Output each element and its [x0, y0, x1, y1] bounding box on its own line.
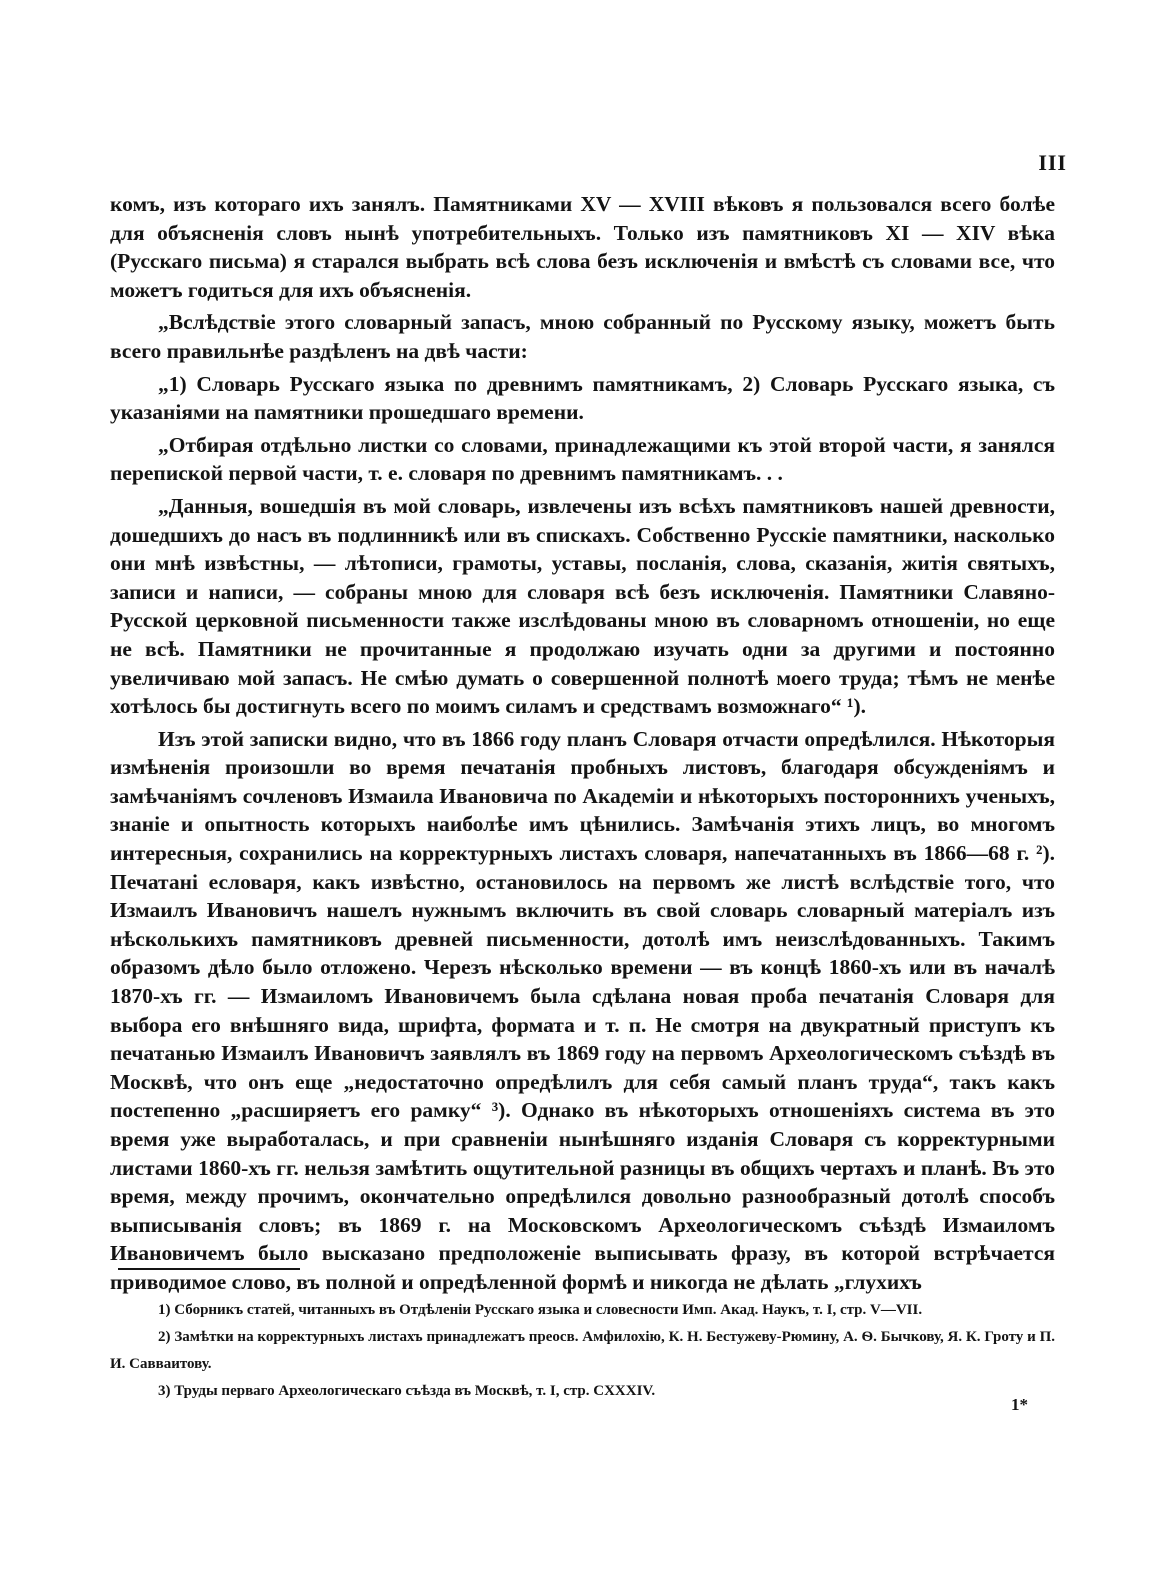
footnote-divider: [118, 1268, 300, 1270]
paragraph-quote-data: „Данныя, вошедшія въ мой словарь, извлечены изъ всѣхъ памятниковъ нашей древности, дошедшихъ до насъ въ подлинникѣ или въ спискахъ. Собственно Русскіе памятники, насколько они мнѣ извѣстны, — лѣтописи, грамоты, уставы, посланія, слова, сказанія, житія святыхъ, записи и написи, — собраны мною для словаря всѣ безъ исключенія. Памятники Славяно-Русской церковной письменности также изслѣдованы мною въ словарномъ отношеніи, но еще не всѣ. Памятники не прочитанные я продолжаю изучать одни за другими и постоянно увеличиваю мой запасъ. Не смѣю думать о совершенной полнотѣ моего труда; тѣмъ не менѣе хотѣлось бы достигнуть всего по моимъ силамъ и средствамъ возможнаго“ ¹).: [110, 493, 1055, 719]
page-number: III: [1038, 150, 1067, 175]
footnote-2: 2) Замѣтки на корректурныхъ листахъ принадлежатъ преосв. Амфилохію, К. Н. Бестужеву-Рюмину, А. Ѳ. Бычкову, Я. К. Гроту и П. И. Савваитову.: [110, 1329, 1055, 1372]
paragraph-main: Изъ этой записки видно, что въ 1866 году планъ Словаря отчасти опредѣлился. Нѣкоторыя измѣненія произошли во время печатанія пробныхъ листовъ, благодаря обсужденіямъ и замѣчаніямъ сочленовъ Измаила Ивановича по Академіи и нѣкоторыхъ постороннихъ ученыхъ, знаніе и опытность которыхъ наиболѣе имъ цѣнились. Замѣчанія этихъ лицъ, во многомъ интересныя, сохранились на корректурныхъ листахъ словаря, напечатанныхъ въ 1866—68 г. ²). Печатані есловаря, какъ извѣстно, остановилось на первомъ же листѣ вслѣдствіе того, что Измаилъ Ивановичъ нашелъ нужнымъ включить въ свой словарь словарный матеріалъ изъ нѣсколькихъ памятниковъ древней письменности, дотолѣ имъ неизслѣдованныхъ. Такимъ образомъ дѣло было отложено. Черезъ нѣсколько времени — въ концѣ 1860-хъ или въ началѣ 1870-хъ гг. — Измаиломъ Ивановичемъ была сдѣлана новая проба печатанія Словаря для выбора его внѣшняго вида, шрифта, формата и т. п. Не смотря на двукратный приступъ къ печатанью Измаилъ Ивановичъ заявлялъ въ 1869 году на первомъ Археологическомъ съѣздѣ въ Москвѣ, что онъ еще „недостаточно опредѣлилъ для себя самый планъ труда“, такъ какъ постепенно „расширяетъ его рамку“ ³). Однако въ нѣкоторыхъ отношеніяхъ система въ это время уже выработалась, и при сравненіи нынѣшняго изданія Словаря съ корректурными листами 1860-хъ гг. нельзя замѣтить ощутительной разницы въ общихъ чертахъ и планѣ. Въ это время, между прочимъ, окончательно опредѣлился довольно разнообразный дотолѣ способъ выписыванія словъ; въ 1869 г. на Московскомъ Археологическомъ съѣздѣ Измаиломъ Ивановичемъ было высказано предположеніе выписывать фразу, въ которой встрѣчается приводимое слово, въ полной и опредѣленной формѣ и никогда не дѣлать „глухихъ: [110, 726, 1055, 1294]
paragraph-quote-vocabulary: „Вслѣдствіе этого словарный запасъ, мною собранный по Русскому языку, можетъ быть всего правильнѣе раздѣленъ на двѣ части:: [110, 310, 1055, 363]
paragraph-quote-parts: „1) Словарь Русскаго языка по древнимъ памятникамъ, 2) Словарь Русскаго языка, съ указаніями на памятники прошедшаго времени.: [110, 371, 1055, 425]
footnotes: [110, 1297, 1055, 1405]
body-text: [110, 190, 1055, 1301]
footnote-3: 3) Труды перваго Археологическаго съѣзда въ Москвѣ, т. I, стр. CXXXIV.: [158, 1383, 656, 1399]
paragraph-quote-selection: „Отбирая отдѣльно листки со словами, принадлежащими къ этой второй части, я занялся перепиской первой части, т. е. словаря по древнимъ памятникамъ. . .: [110, 432, 1055, 486]
footnote-1: 1) Сборникъ статей, читанныхъ въ Отдѣленіи Русскаго языка и словесности Имп. Акад. Наукъ, т. I, стр. V—VII.: [158, 1302, 923, 1318]
printer-signature-mark: 1*: [1011, 1395, 1028, 1414]
paragraph-continuation: комъ, изъ котораго ихъ занялъ. Памятниками XV — XVIII вѣковъ я пользовался всего болѣе для объясненія словъ нынѣ употребительныхъ. Только изъ памятниковъ XI — XIV вѣка (Русскаго письма) я старался выбрать всѣ слова безъ исключенія и вмѣстѣ съ словами все, что можетъ годиться для ихъ объясненія.: [110, 192, 1055, 302]
